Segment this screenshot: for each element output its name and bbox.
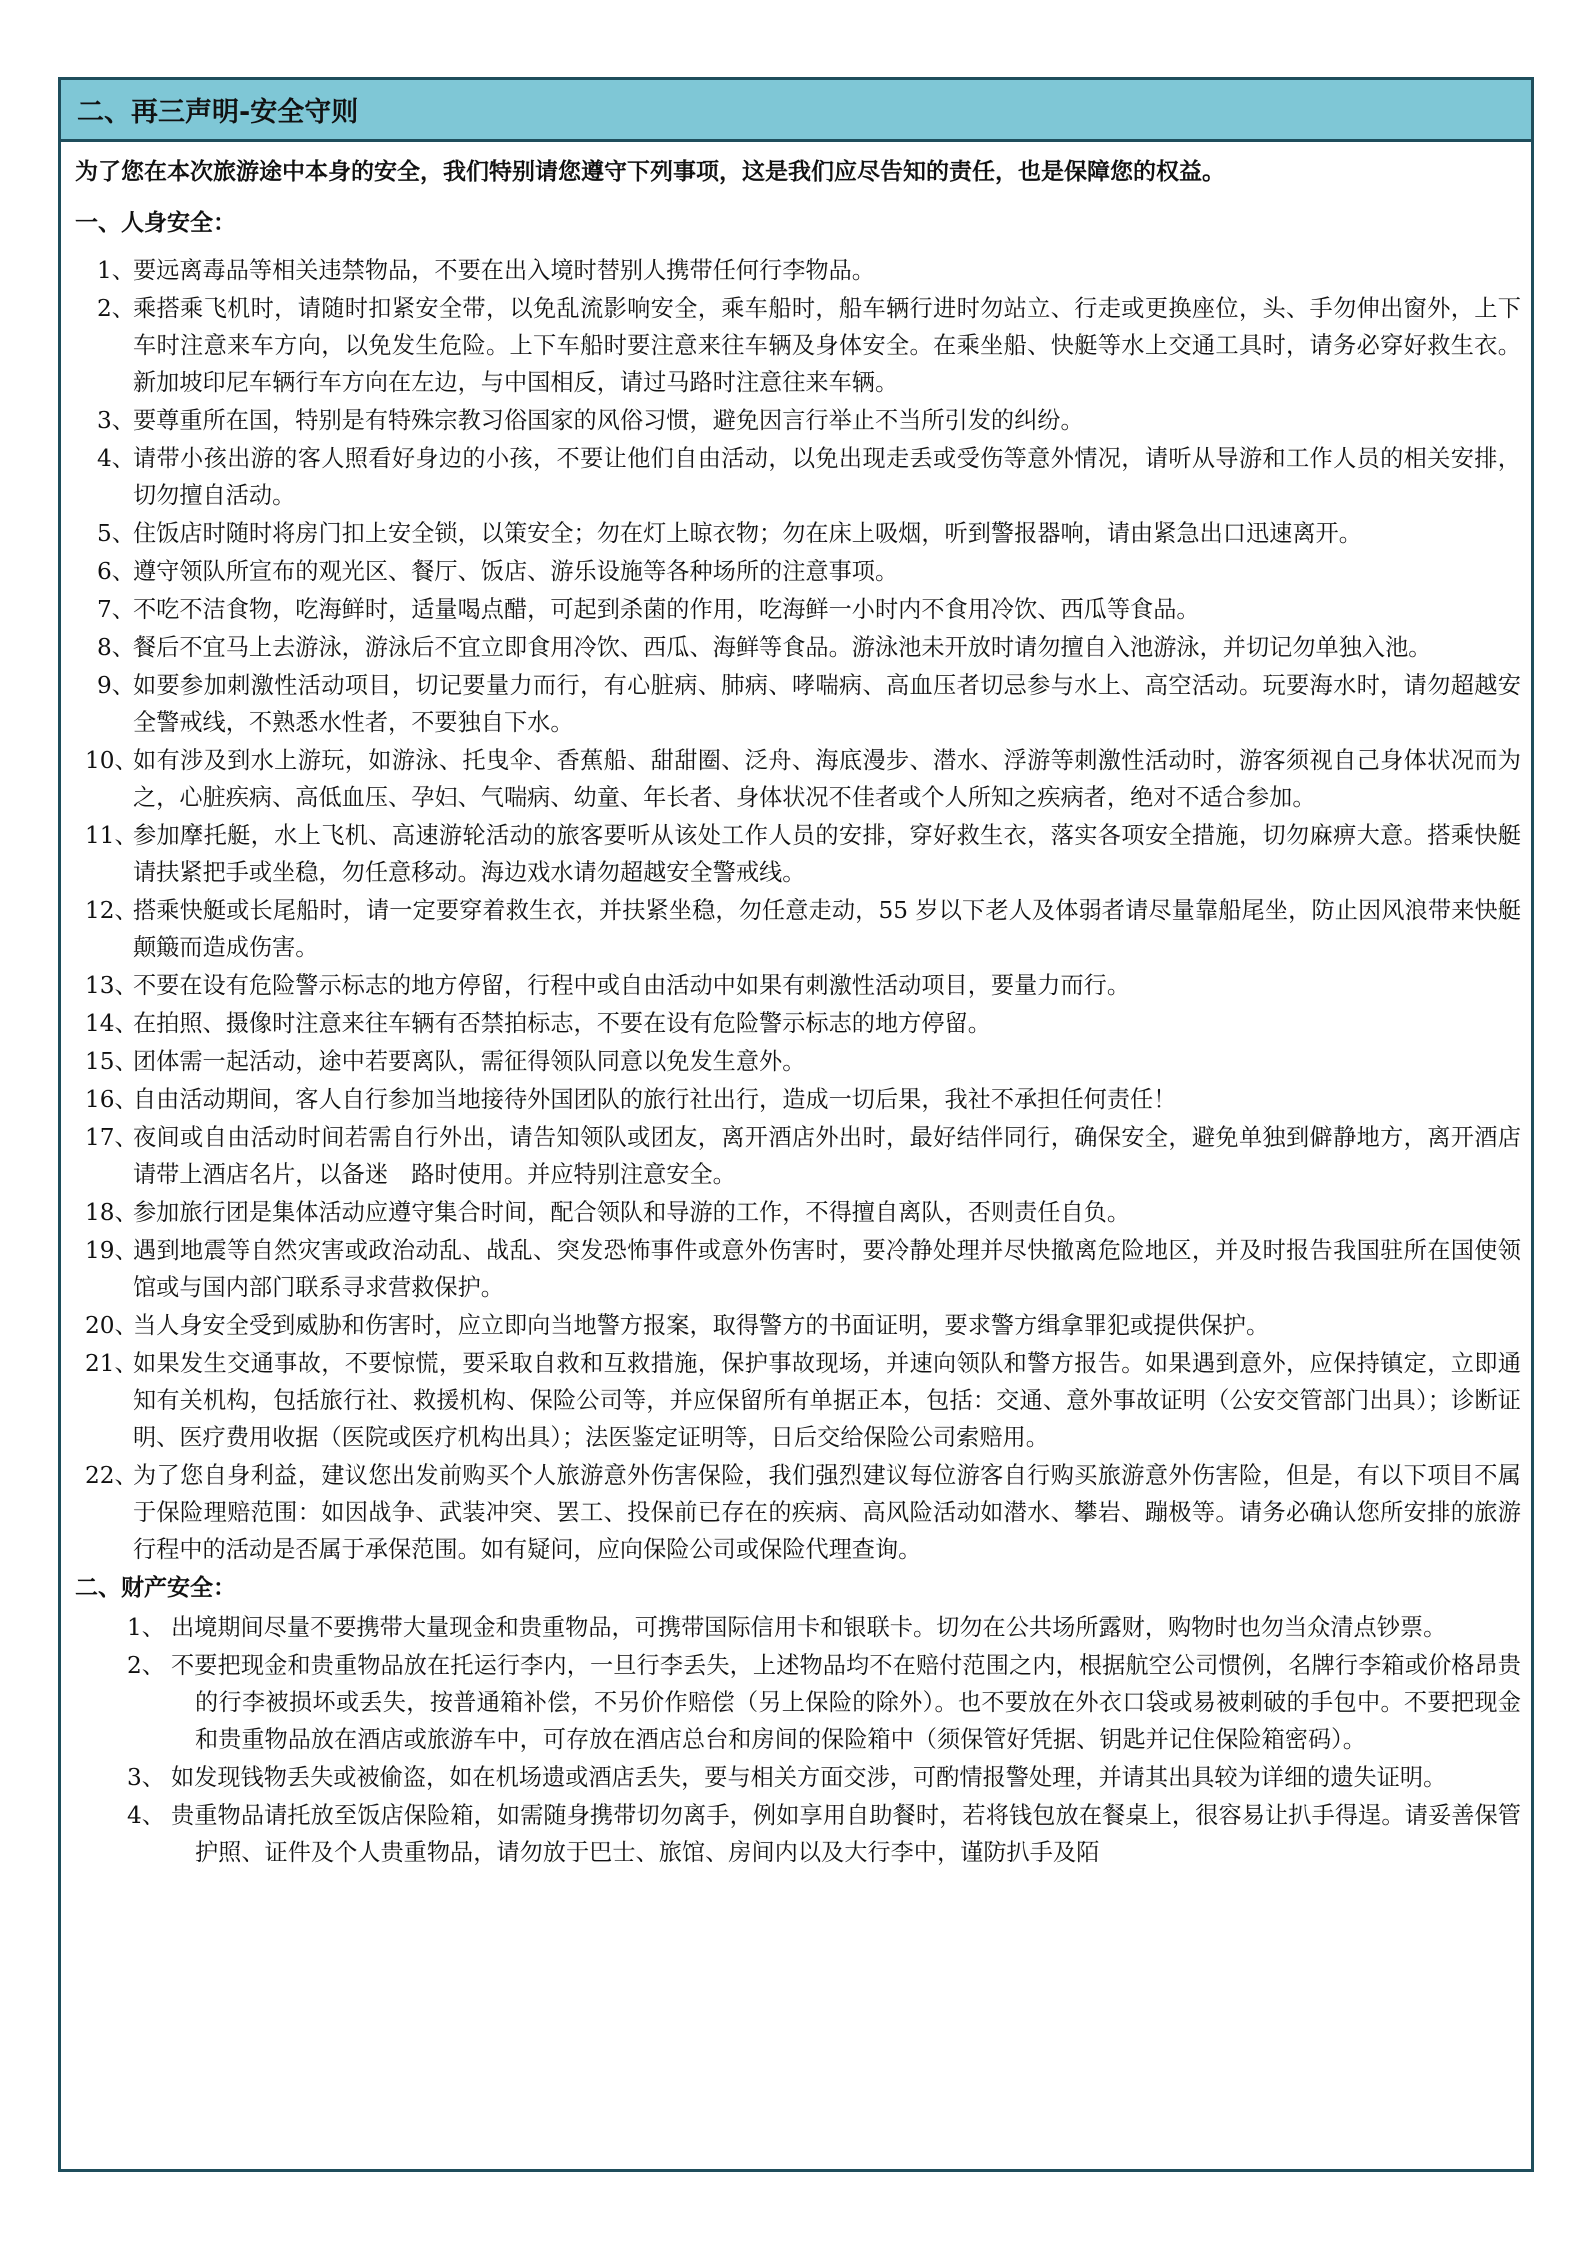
- section-title: 二、再三声明-安全守则: [61, 80, 1531, 142]
- list-item: 4、 贵重物品请托放至饭店保险箱，如需随身携带切勿离手，例如享用自助餐时，若将钱包放在餐桌上，很容易让扒手得逞。请妥善保管护照、证件及个人贵重物品，请勿放于巴士、旅馆、房间内以及大行李中，谨防扒手及陌: [127, 1802, 1521, 1866]
- document-body: [61, 142, 1531, 1871]
- list-item: 2、 不要把现金和贵重物品放在托运行李内，一旦行李丢失，上述物品均不在赔付范围之内，根据航空公司惯例，名牌行李箱或价格昂贵的行李被损坏或丢失，按普通箱补偿，不另价作赔偿（另上保险的除外）。也不要放在外衣口袋或易被刺破的手包中。不要把现金和贵重物品放在酒店或旅游车中，可存放在酒店总台和房间的保险箱中（须保管好凭据、钥匙并记住保险箱密码）。: [127, 1652, 1521, 1753]
- property-safety-list: [75, 1609, 1521, 1871]
- list-item: 11、 参加摩托艇，水上飞机、高速游轮活动的旅客要听从该处工作人员的安排，穿好救生衣，落实各项安全措施，切勿麻痹大意。搭乘快艇请扶紧把手或坐稳，勿任意移动。海边戏水请勿超越安全警戒线。: [85, 822, 1521, 886]
- list-item: 22、 为了您自身利益，建议您出发前购买个人旅游意外伤害保险，我们强烈建议每位游客自行购买旅游意外伤害险，但是，有以下项目不属于保险理赔范围：如因战争、武装冲突、罢工、投保前已存在的疾病、高风险活动如潜水、攀岩、蹦极等。请务必确认您所安排的旅游行程中的活动是否属于承保范围。如有疑问，应向保险公司或保险代理查询。: [85, 1462, 1521, 1563]
- personal-safety-list: [75, 252, 1521, 1568]
- list-item: 3、 要尊重所在国，特别是有特殊宗教习俗国家的风俗习惯，避免因言行举止不当所引发的纠纷。: [97, 407, 1084, 434]
- list-item: 1、 要远离毒品等相关违禁物品，不要在出入境时替别人携带任何行李物品。: [97, 257, 875, 284]
- list-item: 13、 不要在设有危险警示标志的地方停留，行程中或自由活动中如果有刺激性活动项目，要量力而行。: [85, 972, 1131, 999]
- list-item: 14、 在拍照、摄像时注意来往车辆有否禁拍标志，不要在设有危险警示标志的地方停留。: [85, 1010, 991, 1037]
- list-item: 20、 当人身安全受到威胁和伤害时，应立即向当地警方报案，取得警方的书面证明，要求警方缉拿罪犯或提供保护。: [85, 1312, 1270, 1339]
- document-frame: [58, 77, 1534, 2172]
- list-item: 15、 团体需一起活动，途中若要离队，需征得领队同意以免发生意外。: [85, 1048, 806, 1075]
- list-item: 3、 如发现钱物丢失或被偷盗，如在机场遗或酒店丢失，要与相关方面交涉，可酌情报警处理，并请其出具较为详细的遗失证明。: [127, 1764, 1447, 1791]
- list-item: 4、 请带小孩出游的客人照看好身边的小孩，不要让他们自由活动，以免出现走丢或受伤等意外情况，请听从导游和工作人员的相关安排，切勿擅自活动。: [97, 445, 1521, 509]
- list-item: 10、 如有涉及到水上游玩，如游泳、托曳伞、香蕉船、甜甜圈、泛舟、海底漫步、潜水、浮游等刺激性活动时，游客须视自己身体状况而为之，心脏疾病、高低血压、孕妇、气喘病、幼童、年长者、身体状况不佳者或个人所知之疾病者，绝对不适合参加。: [85, 747, 1521, 811]
- list-item: 18、 参加旅行团是集体活动应遵守集合时间，配合领队和导游的工作，不得擅自离队，否则责任自负。: [85, 1199, 1131, 1226]
- property-safety-heading: 二、财产安全：: [75, 1575, 236, 1601]
- list-item: 19、 遇到地震等自然灾害或政治动乱、战乱、突发恐怖事件或意外伤害时，要冷静处理并尽快撤离危险地区，并及时报告我国驻所在国使领馆或与国内部门联系寻求营救保护。: [85, 1237, 1521, 1301]
- list-item: 21、 如果发生交通事故，不要惊慌，要采取自救和互救措施，保护事故现场，并速向领队和警方报告。如果遇到意外，应保持镇定，立即通知有关机构，包括旅行社、救援机构、保险公司等，并应保留所有单据正本，包括：交通、意外事故证明（公安交管部门出具）；诊断证明、医疗费用收据（医院或医疗机构出具）；法医鉴定证明等，日后交给保险公司索赔用。: [85, 1350, 1521, 1451]
- list-item: 17、 夜间或自由活动时间若需自行外出，请告知领队或团友，离开酒店外出时，最好结伴同行，确保安全，避免单独到僻静地方，离开酒店请带上酒店名片，以备迷 路时使用。并应特别注意安全。: [85, 1124, 1521, 1188]
- list-item: 12、 搭乘快艇或长尾船时，请一定要穿着救生衣，并扶紧坐稳，勿任意走动，55 岁以下老人及体弱者请尽量靠船尾坐，防止因风浪带来快艇颠簸而造成伤害。: [85, 897, 1521, 961]
- list-item: 2、 乘搭乘飞机时，请随时扣紧安全带，以免乱流影响安全，乘车船时，船车辆行进时勿站立、行走或更换座位，头、手勿伸出窗外，上下车时注意来车方向，以免发生危险。上下车船时要注意来往车辆及身体安全。在乘坐船、快艇等水上交通工具时，请务必穿好救生衣。新加坡印尼车辆行车方向在左边，与中国相反，请过马路时注意往来车辆。: [97, 295, 1521, 396]
- list-item: 5、 住饭店时随时将房门扣上安全锁，以策安全；勿在灯上晾衣物；勿在床上吸烟，听到警报器响，请由紧急出口迅速离开。: [97, 520, 1362, 547]
- list-item: 1、 出境期间尽量不要携带大量现金和贵重物品，可携带国际信用卡和银联卡。切勿在公共场所露财，购物时也勿当众清点钞票。: [127, 1614, 1447, 1641]
- list-item: 16、 自由活动期间，客人自行参加当地接待外国团队的旅行社出行，造成一切后果，我社不承担任何责任！: [85, 1086, 1177, 1113]
- list-item: 8、 餐后不宜马上去游泳，游泳后不宜立即食用冷饮、西瓜、海鲜等食品。游泳池未开放时请勿擅自入池游泳，并切记勿单独入池。: [97, 634, 1432, 661]
- list-item: 6、 遵守领队所宣布的观光区、餐厅、饭店、游乐设施等各种场所的注意事项。: [97, 558, 899, 585]
- personal-safety-heading: 一、人身安全：: [75, 210, 236, 236]
- list-item: 9、 如要参加刺激性活动项目，切记要量力而行，有心脏病、肺病、哮喘病、高血压者切忌参与水上、高空活动。玩要海水时，请勿超越安全警戒线，不熟悉水性者，不要独自下水。: [97, 672, 1521, 736]
- intro-statement: 为了您在本次旅游途中本身的安全，我们特别请您遵守下列事项，这是我们应尽告知的责任，也是保障您的权益。: [75, 159, 1225, 185]
- list-item: 7、 不吃不洁食物，吃海鲜时，适量喝点醋，可起到杀菌的作用，吃海鲜一小时内不食用冷饮、西瓜等食品。: [97, 596, 1200, 623]
